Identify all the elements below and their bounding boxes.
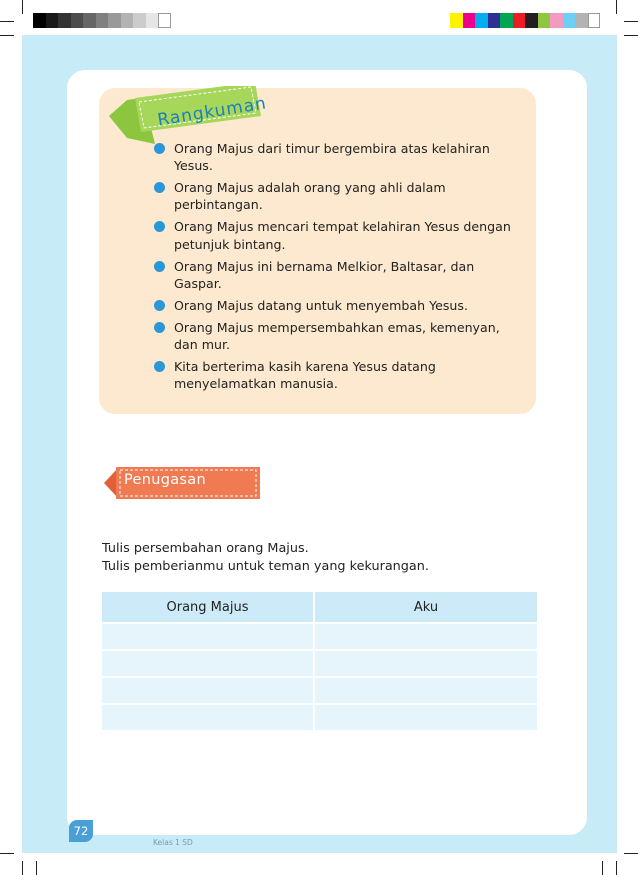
crop-mark <box>624 35 638 36</box>
list-item <box>154 258 524 293</box>
list-item-text: Orang Majus datang untuk menyembah Yesus. <box>174 297 468 313</box>
table-cell <box>315 622 537 649</box>
list-item-text: Orang Majus mencari tempat kelahiran Yesus dengan petunjuk bintang. <box>174 219 511 252</box>
table-row <box>102 703 537 730</box>
content-card <box>67 70 587 835</box>
list-item-text: Orang Majus ini bernama Melkior, Baltasar, dan Gaspar. <box>174 258 475 291</box>
page-background <box>22 35 617 853</box>
page-number: 72 <box>69 820 93 842</box>
bullet-icon <box>154 361 165 372</box>
crop-mark <box>22 861 23 875</box>
assignment-table <box>102 592 537 730</box>
crop-mark <box>624 21 638 22</box>
crop-mark <box>602 861 603 875</box>
list-item-text: Orang Majus mempersembahkan emas, kemenyan, dan mur. <box>174 319 500 352</box>
crop-mark <box>0 35 14 36</box>
assignment-title: Penugasan <box>124 472 206 488</box>
table-cell <box>315 703 537 730</box>
bullet-icon <box>154 300 165 311</box>
column-header-aku: Aku <box>315 592 537 622</box>
list-item <box>154 297 524 314</box>
bullet-icon <box>154 221 165 232</box>
bullet-icon <box>154 182 165 193</box>
assignment-instructions <box>102 540 429 575</box>
crop-mark <box>616 0 617 14</box>
table-cell <box>315 649 537 676</box>
list-item-text: Kita berterima kasih karena Yesus datang menyelamatkan manusia. <box>174 358 436 392</box>
instruction-line: Tulis pemberianmu untuk teman yang kekurangan. <box>102 558 429 574</box>
crop-mark <box>624 853 638 854</box>
table-cell <box>102 676 315 703</box>
list-item <box>154 140 524 175</box>
table-cell <box>102 649 315 676</box>
list-item <box>154 358 524 393</box>
crop-mark <box>616 861 617 875</box>
table-row <box>102 622 537 649</box>
summary-list <box>154 140 524 397</box>
instruction-line: Tulis persembahan orang Majus. <box>102 541 309 556</box>
book-label: Kelas 1 SD <box>153 838 193 847</box>
table-cell <box>102 703 315 730</box>
crop-mark <box>0 21 14 22</box>
crop-mark <box>0 853 14 854</box>
bullet-icon <box>154 261 165 272</box>
table-header-row <box>102 592 537 622</box>
table-row <box>102 649 537 676</box>
crop-mark <box>22 0 23 14</box>
summary-box <box>99 88 536 414</box>
crop-mark <box>36 861 37 875</box>
list-item-text: Orang Majus adalah orang yang ahli dalam perbintangan. <box>174 180 446 213</box>
list-item-text: Orang Majus dari timur bergembira atas kelahiran Yesus. <box>174 141 490 174</box>
printer-color-bar <box>450 13 600 28</box>
bullet-icon <box>154 322 165 333</box>
bullet-icon <box>154 143 165 154</box>
table-row <box>102 676 537 703</box>
printer-grayscale-bar <box>33 13 171 28</box>
list-item <box>154 179 524 214</box>
column-header-orang-majus: Orang Majus <box>102 592 315 622</box>
summary-title: Rangkuman <box>156 93 269 131</box>
list-item <box>154 319 524 354</box>
list-item <box>154 218 524 253</box>
table-cell <box>102 622 315 649</box>
table-cell <box>315 676 537 703</box>
